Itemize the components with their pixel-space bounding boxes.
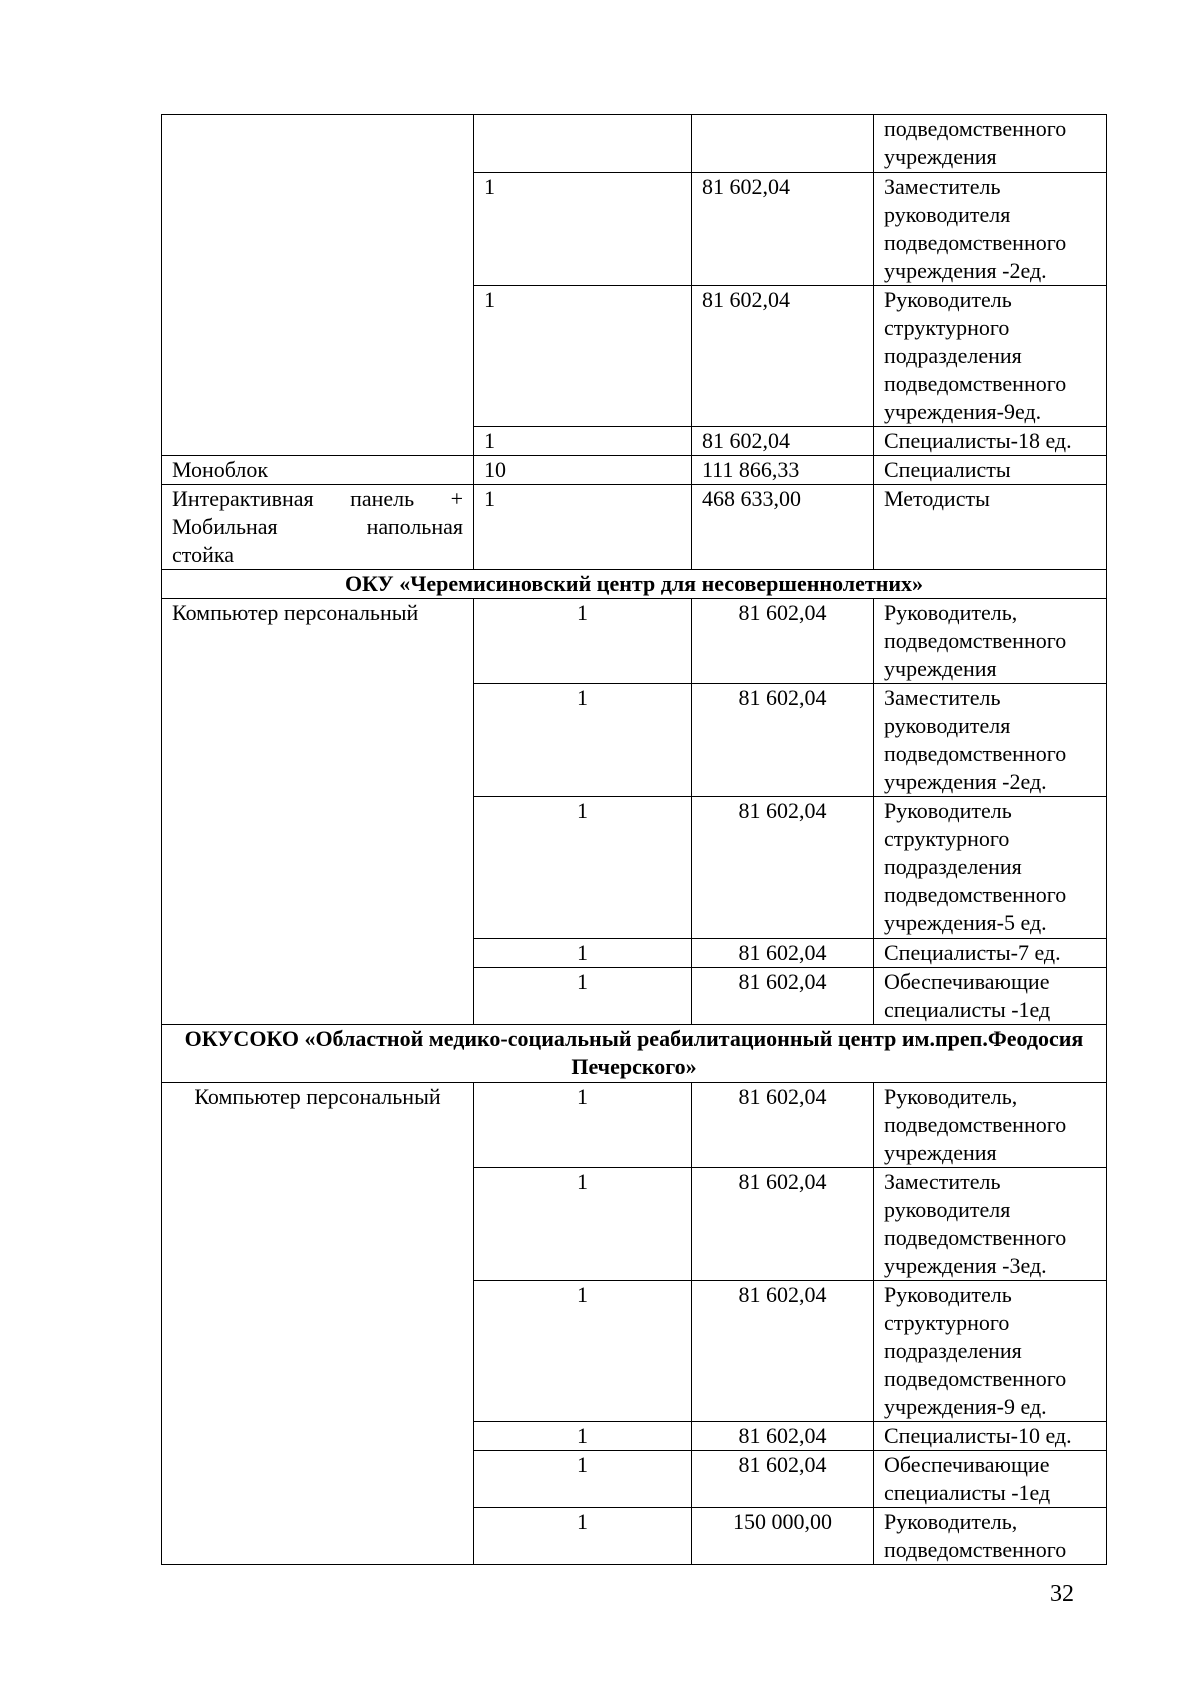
price-cell: 81 602,04 [692, 1422, 874, 1451]
price-cell: 81 602,04 [692, 427, 874, 456]
price-cell [692, 115, 874, 173]
qty-cell: 1 [474, 1422, 692, 1451]
qty-cell: 1 [474, 1451, 692, 1508]
position-cell: Руководитель структурного подразделения подведомственного учреждения-5 ед. [874, 797, 1107, 939]
section-header-row [162, 1025, 1107, 1083]
price-cell: 81 602,04 [692, 939, 874, 968]
item-name-cell: Компьютер персональный [162, 1083, 474, 1565]
price-cell: 81 602,04 [692, 1451, 874, 1508]
page-number: 32 [1050, 1581, 1074, 1607]
position-cell: Руководитель, подведомственного учреждения [874, 1083, 1107, 1168]
position-cell: подведомственного учреждения [874, 115, 1107, 173]
price-cell: 150 000,00 [692, 1508, 874, 1565]
section-title: ОКУ «Черемисиновский центр для несовершеннолетних» [162, 570, 1107, 599]
position-cell: Заместитель руководителя подведомственного учреждения -3ед. [874, 1168, 1107, 1281]
qty-cell: 1 [474, 485, 692, 570]
item-name-cell: Компьютер персональный [162, 599, 474, 1025]
price-cell: 81 602,04 [692, 1168, 874, 1281]
table-row [162, 115, 1107, 173]
price-cell: 81 602,04 [692, 684, 874, 797]
section-title: ОКУСОКО «Областной медико-социальный реабилитационный центр им.преп.Феодосия Печерского» [162, 1025, 1107, 1083]
qty-cell: 1 [474, 286, 692, 427]
position-cell: Специалисты [874, 456, 1107, 485]
qty-cell: 1 [474, 939, 692, 968]
table-row [162, 485, 1107, 570]
qty-cell [474, 115, 692, 173]
equipment-table [161, 114, 1107, 1565]
position-cell: Заместитель руководителя подведомственного учреждения -2ед. [874, 684, 1107, 797]
table-row [162, 1083, 1107, 1168]
item-name-cell [162, 115, 474, 456]
item-name-cell: Моноблок [162, 456, 474, 485]
price-cell: 81 602,04 [692, 286, 874, 427]
qty-cell: 1 [474, 1281, 692, 1422]
position-cell: Специалисты-7 ед. [874, 939, 1107, 968]
price-cell: 81 602,04 [692, 599, 874, 684]
qty-cell: 1 [474, 599, 692, 684]
price-cell: 81 602,04 [692, 797, 874, 939]
section-header-row [162, 570, 1107, 599]
position-cell: Специалисты-10 ед. [874, 1422, 1107, 1451]
price-cell: 81 602,04 [692, 1083, 874, 1168]
price-cell: 111 866,33 [692, 456, 874, 485]
qty-cell: 1 [474, 968, 692, 1025]
position-cell: Специалисты-18 ед. [874, 427, 1107, 456]
position-cell: Обеспечивающие специалисты -1ед [874, 968, 1107, 1025]
table-row [162, 456, 1107, 485]
qty-cell: 1 [474, 173, 692, 286]
qty-cell: 1 [474, 1168, 692, 1281]
price-cell: 468 633,00 [692, 485, 874, 570]
qty-cell: 1 [474, 1508, 692, 1565]
position-cell: Обеспечивающие специалисты -1ед [874, 1451, 1107, 1508]
position-cell: Руководитель структурного подразделения подведомственного учреждения-9 ед. [874, 1281, 1107, 1422]
qty-cell: 1 [474, 684, 692, 797]
position-cell: Методисты [874, 485, 1107, 570]
position-cell: Руководитель, подведомственного [874, 1508, 1107, 1565]
item-name-cell: Интерактивная панель + Мобильная напольная стойка [162, 485, 474, 570]
position-cell: Заместитель руководителя подведомственного учреждения -2ед. [874, 173, 1107, 286]
qty-cell: 1 [474, 427, 692, 456]
qty-cell: 1 [474, 1083, 692, 1168]
qty-cell: 1 [474, 797, 692, 939]
qty-cell: 10 [474, 456, 692, 485]
position-cell: Руководитель, подведомственного учреждения [874, 599, 1107, 684]
position-cell: Руководитель структурного подразделения подведомственного учреждения-9ед. [874, 286, 1107, 427]
table-row [162, 599, 1107, 684]
price-cell: 81 602,04 [692, 173, 874, 286]
price-cell: 81 602,04 [692, 968, 874, 1025]
price-cell: 81 602,04 [692, 1281, 874, 1422]
